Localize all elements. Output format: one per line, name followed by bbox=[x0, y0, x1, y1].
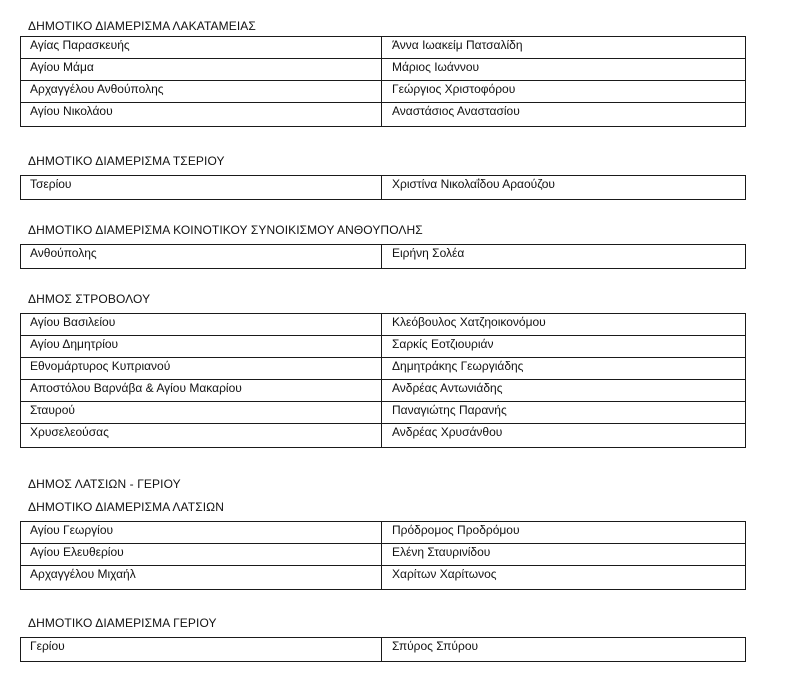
table-strovolos bbox=[20, 313, 746, 448]
parish-cell: Αρχαγγέλου Ανθούπολης bbox=[21, 81, 382, 103]
name-cell: Ανδρέας Χρυσάνθου bbox=[382, 424, 746, 448]
name-cell: Ελένη Σταυρινίδου bbox=[382, 544, 746, 566]
table-row bbox=[21, 59, 746, 81]
table-row bbox=[21, 566, 746, 590]
table-row bbox=[21, 245, 746, 269]
name-cell: Σαρκίς Εοτζιουριάν bbox=[382, 336, 746, 358]
table-geri bbox=[20, 637, 746, 662]
table-row bbox=[21, 81, 746, 103]
name-cell: Άννα Ιωακείμ Πατσαλίδη bbox=[382, 37, 746, 59]
table-row bbox=[21, 522, 746, 544]
name-cell: Αναστάσιος Αναστασίου bbox=[382, 103, 746, 127]
table-row bbox=[21, 176, 746, 200]
name-cell: Δημητράκης Γεωργιάδης bbox=[382, 358, 746, 380]
table-anthoupolis bbox=[20, 244, 746, 269]
table-row bbox=[21, 380, 746, 402]
name-cell: Κλεόβουλος Χατζηοικονόμου bbox=[382, 314, 746, 336]
table-row bbox=[21, 402, 746, 424]
name-cell: Μάριος Ιωάννου bbox=[382, 59, 746, 81]
name-cell: Σπύρος Σπύρου bbox=[382, 638, 746, 662]
parish-cell: Τσερίου bbox=[21, 176, 382, 200]
parish-cell: Αποστόλου Βαρνάβα & Αγίου Μακαρίου bbox=[21, 380, 382, 402]
section-heading-strovolos: ΔΗΜΟΣ ΣΤΡΟΒΟΛΟΥ bbox=[28, 292, 151, 306]
parish-cell: Αγίου Νικολάου bbox=[21, 103, 382, 127]
parish-cell: Αγίου Γεωργίου bbox=[21, 522, 382, 544]
parish-cell: Αγίου Δημητρίου bbox=[21, 336, 382, 358]
parish-cell: Σταυρού bbox=[21, 402, 382, 424]
section-subheading-latsia: ΔΗΜΟΤΙΚΟ ΔΙΑΜΕΡΙΣΜΑ ΛΑΤΣΙΩΝ bbox=[28, 500, 224, 514]
table-row bbox=[21, 314, 746, 336]
parish-cell: Αγίου Μάμα bbox=[21, 59, 382, 81]
section-heading-latsia-geri: ΔΗΜΟΣ ΛΑΤΣΙΩΝ - ΓΕΡΙΟΥ bbox=[28, 477, 181, 491]
section-heading-tseri: ΔΗΜΟΤΙΚΟ ΔΙΑΜΕΡΙΣΜΑ ΤΣΕΡΙΟΥ bbox=[28, 154, 225, 168]
parish-cell: Ανθούπολης bbox=[21, 245, 382, 269]
table-tseri bbox=[20, 175, 746, 200]
name-cell: Ειρήνη Σολέα bbox=[382, 245, 746, 269]
parish-cell: Χρυσελεούσας bbox=[21, 424, 382, 448]
parish-cell: Αγίας Παρασκευής bbox=[21, 37, 382, 59]
parish-cell: Εθνομάρτυρος Κυπριανού bbox=[21, 358, 382, 380]
name-cell: Χριστίνα Νικολαΐδου Αραούζου bbox=[382, 176, 746, 200]
parish-cell: Γερίου bbox=[21, 638, 382, 662]
name-cell: Ανδρέας Αντωνιάδης bbox=[382, 380, 746, 402]
name-cell: Πρόδρομος Προδρόμου bbox=[382, 522, 746, 544]
table-row bbox=[21, 103, 746, 127]
section-heading-geri: ΔΗΜΟΤΙΚΟ ΔΙΑΜΕΡΙΣΜΑ ΓΕΡΙΟΥ bbox=[28, 616, 217, 630]
table-latsia bbox=[20, 521, 746, 590]
parish-cell: Αγίου Βασιλείου bbox=[21, 314, 382, 336]
table-row bbox=[21, 358, 746, 380]
table-row bbox=[21, 638, 746, 662]
table-row bbox=[21, 424, 746, 448]
table-row bbox=[21, 336, 746, 358]
section-heading-lakatameia: ΔΗΜΟΤΙΚΟ ΔΙΑΜΕΡΙΣΜΑ ΛΑΚΑΤΑΜΕΙΑΣ bbox=[28, 19, 256, 33]
section-heading-anthoupolis: ΔΗΜΟΤΙΚΟ ΔΙΑΜΕΡΙΣΜΑ ΚΟΙΝΟΤΙΚΟΥ ΣΥΝΟΙΚΙΣΜΟΥ ΑΝΘΟΥΠΟΛΗΣ bbox=[28, 223, 423, 237]
name-cell: Παναγιώτης Παρανής bbox=[382, 402, 746, 424]
parish-cell: Αρχαγγέλου Μιχαήλ bbox=[21, 566, 382, 590]
parish-cell: Αγίου Ελευθερίου bbox=[21, 544, 382, 566]
name-cell: Χαρίτων Χαρίτωνος bbox=[382, 566, 746, 590]
table-lakatameia bbox=[20, 36, 746, 127]
name-cell: Γεώργιος Χριστοφόρου bbox=[382, 81, 746, 103]
table-row bbox=[21, 544, 746, 566]
table-row bbox=[21, 37, 746, 59]
